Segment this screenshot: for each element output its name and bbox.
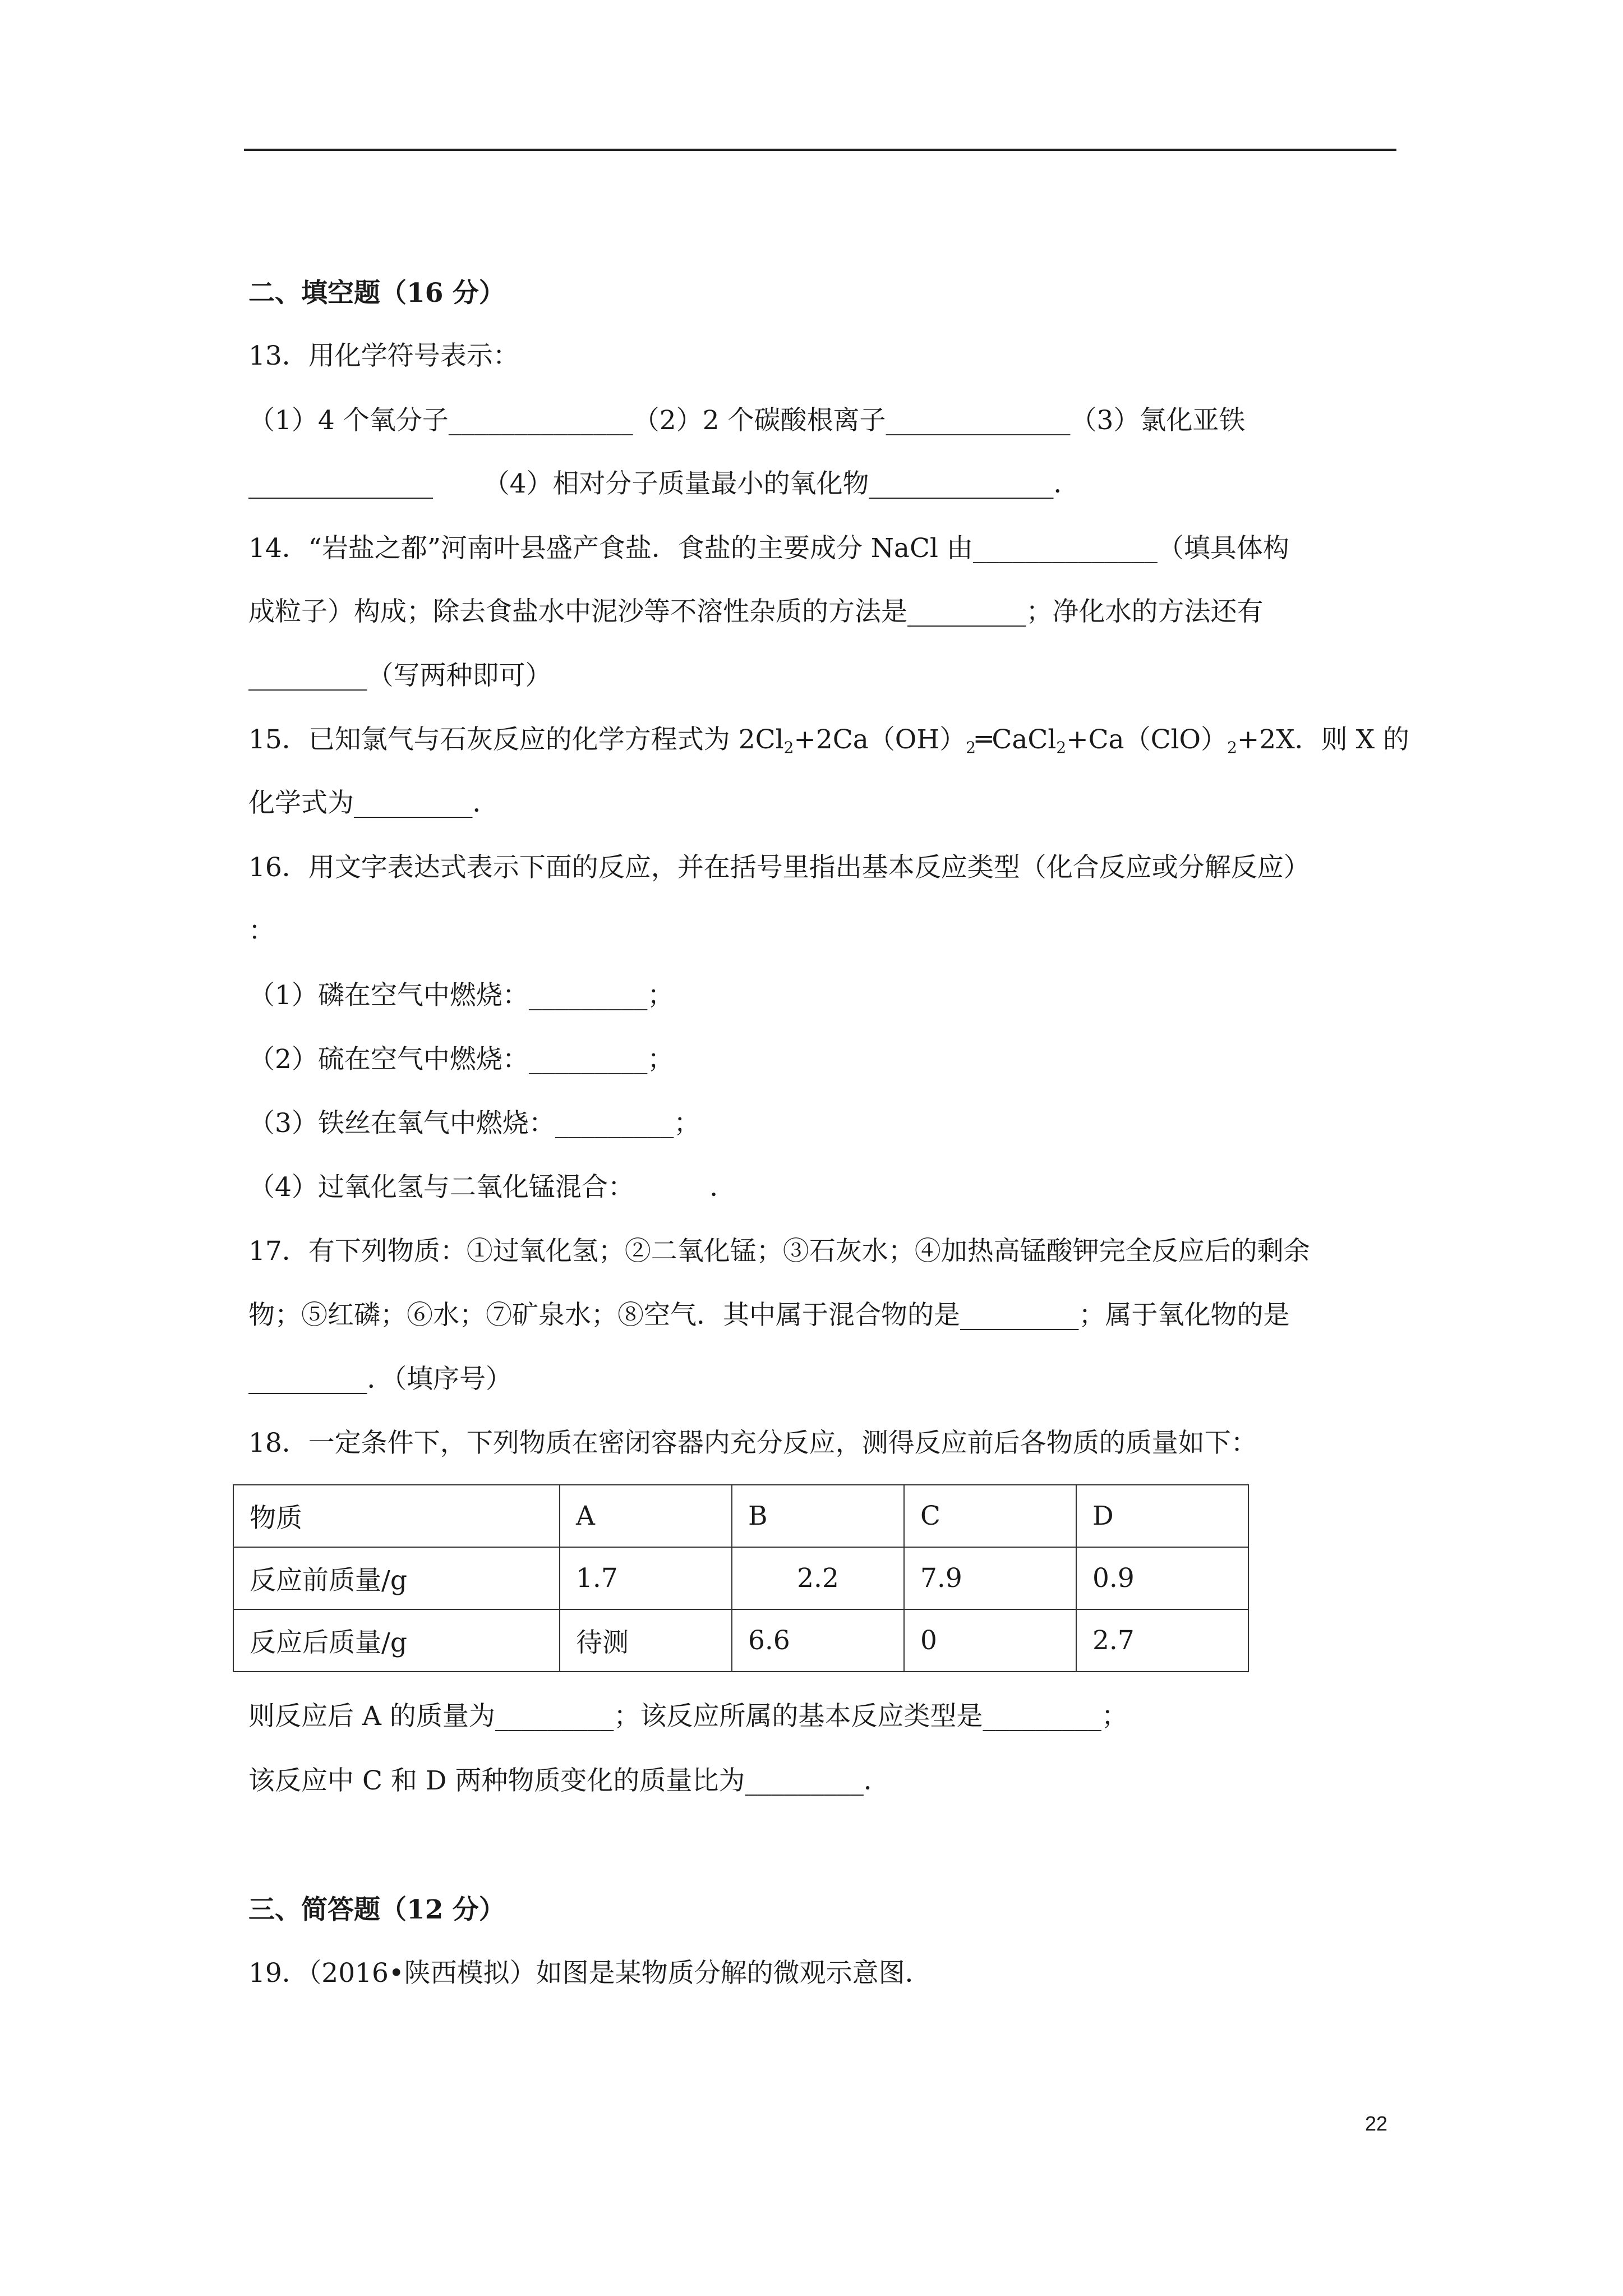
subscript: 2: [783, 738, 794, 757]
question-18-line-3: 该反应中 C 和 D 两种物质变化的质量比为_________．: [248, 1765, 890, 1796]
question-18-line-2: 则反应后 A 的质量为_________；该反应所属的基本反应类型是_________；: [248, 1701, 1128, 1732]
table-cell: 反应后质量/g: [233, 1609, 560, 1672]
q15-text-mid1: +2Ca（OH）: [794, 724, 966, 755]
question-19: 19．（2016•陕西模拟）如图是某物质分解的微观示意图．: [248, 1958, 932, 1989]
question-14-line-1: 14．“岩盐之都”河南叶县盛产食盐．食盐的主要成分 NaCl 由______________（填具体构: [248, 533, 1289, 564]
q15-text-end: +2X．则 X 的: [1237, 724, 1410, 755]
question-16-item-1: （1）磷在空气中燃烧：_________；: [248, 980, 674, 1011]
question-16-item-4: （4）过氧化氢与二氧化锰混合： ．: [248, 1172, 736, 1203]
question-17-line-1: 17．有下列物质：①过氧化氢；②二氧化锰；③石灰水；④加热高锰酸钾完全反应后的剩余: [248, 1236, 1310, 1267]
table-cell: 0: [904, 1609, 1076, 1672]
mass-table: [233, 1484, 1249, 1672]
table-cell: 待测: [560, 1609, 732, 1672]
section-heading-short-answer: 三、简答题（12 分）: [248, 1894, 505, 1925]
q15-text-mid2: CaCl: [992, 724, 1057, 755]
question-16-line-2: ：: [248, 915, 275, 946]
table-row: [233, 1609, 1248, 1672]
table-cell: 0.9: [1076, 1547, 1248, 1609]
question-14-line-2: 成粒子）构成；除去食盐水中泥沙等不溶性杂质的方法是_________；净化水的方法还有: [248, 596, 1264, 627]
table-cell: 反应前质量/g: [233, 1547, 560, 1609]
question-17-line-3: _________．（填序号）: [248, 1364, 512, 1395]
table-cell: 2.7: [1076, 1609, 1248, 1672]
question-13-line-2: ______________ （4）相对分子质量最小的氧化物______________．: [248, 468, 1080, 499]
q15-equals: ═: [976, 724, 992, 755]
table-cell: 6.6: [732, 1609, 904, 1672]
table-cell: 物质: [233, 1485, 560, 1547]
table-cell: D: [1076, 1485, 1248, 1547]
question-15-equation: [248, 723, 1409, 757]
table-row: [233, 1547, 1248, 1609]
table-cell: 1.7: [560, 1547, 732, 1609]
table-cell: 7.9: [904, 1547, 1076, 1609]
question-16-item-2: （2）硫在空气中燃烧：_________；: [248, 1044, 674, 1075]
question-13: 13．用化学符号表示：: [248, 341, 519, 371]
section-heading-fill-in: 二、填空题（16 分）: [248, 278, 505, 309]
table-cell: 2.2: [732, 1547, 904, 1609]
question-13-line-1: （1）4 个氧分子______________（2）2 个碳酸根离子______________（3）氯化亚铁: [248, 405, 1246, 436]
header-rule: [244, 149, 1396, 151]
table-header-row: [233, 1485, 1248, 1547]
table-cell: B: [732, 1485, 904, 1547]
question-18: 18．一定条件下，下列物质在密闭容器内充分反应，测得反应前后各物质的质量如下：: [248, 1428, 1257, 1458]
subscript: 2: [1227, 738, 1237, 757]
question-15-line-2: 化学式为_________．: [248, 788, 499, 818]
q15-text-mid3: +Ca（ClO）: [1066, 724, 1228, 755]
page-number: 22: [1364, 2112, 1387, 2135]
question-16-item-3: （3）铁丝在氧气中燃烧：_________；: [248, 1108, 700, 1139]
table-cell: A: [560, 1485, 732, 1547]
subscript: 2: [966, 738, 976, 757]
q15-text-pre: 15．已知氯气与石灰反应的化学方程式为 2Cl: [248, 724, 784, 755]
question-17-line-2: 物；⑤红磷；⑥水；⑦矿泉水；⑧空气．其中属于混合物的是_________；属于氧化物的是: [248, 1300, 1290, 1331]
question-14-line-3: _________（写两种即可）: [248, 660, 552, 691]
table-cell: C: [904, 1485, 1076, 1547]
subscript: 2: [1056, 738, 1067, 757]
question-16-line-1: 16．用文字表达式表示下面的反应，并在括号里指出基本反应类型（化合反应或分解反应）: [248, 852, 1310, 883]
